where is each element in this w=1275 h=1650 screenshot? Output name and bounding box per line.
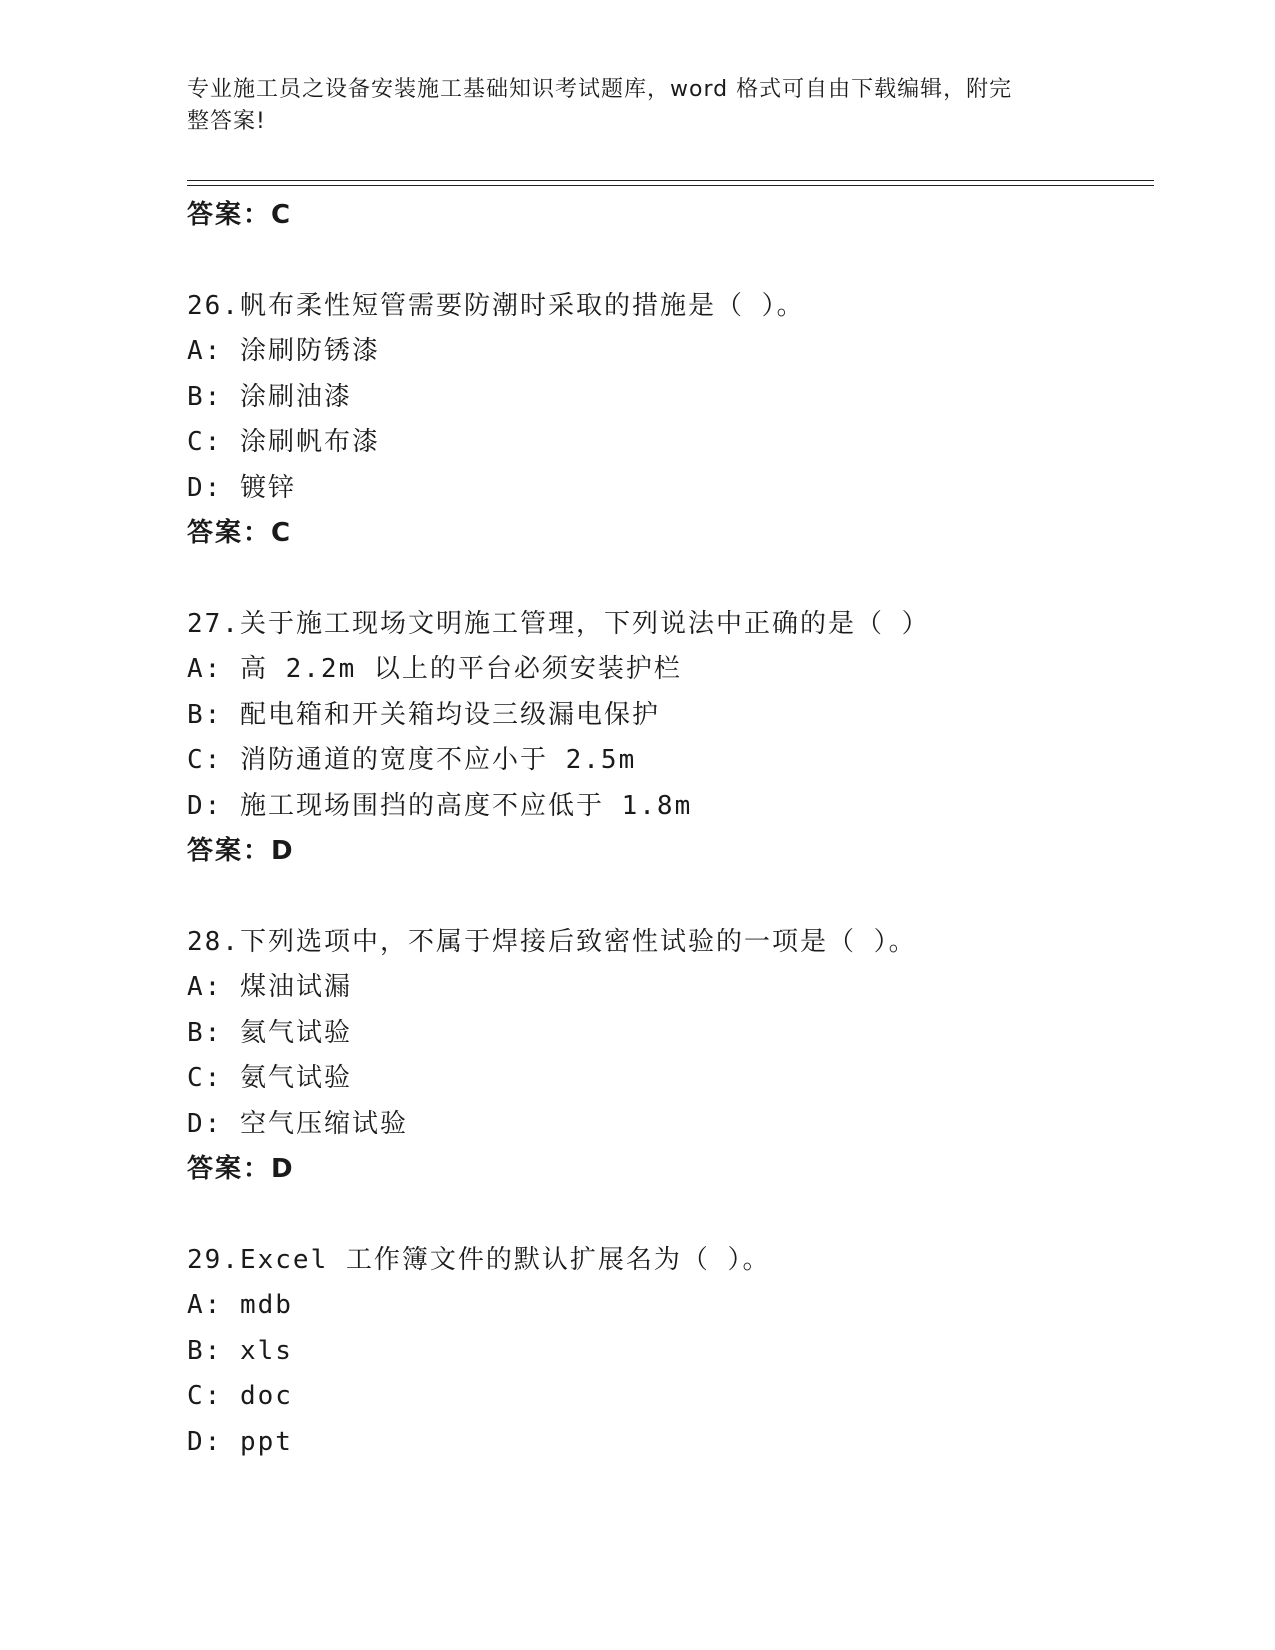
option-c: C: 氨气试验 xyxy=(187,1063,352,1093)
option-c: C: doc xyxy=(187,1381,293,1411)
question-stem: 29.Excel 工作簿文件的默认扩展名为（ ）。 xyxy=(187,1244,771,1275)
spacer xyxy=(187,557,1147,602)
option-a: A: 高 2.2m 以上的平台必须安装护栏 xyxy=(187,654,682,684)
question-26 xyxy=(187,284,1147,557)
option-b: B: xls xyxy=(187,1335,293,1366)
option-a: A: 煤油试漏 xyxy=(187,972,352,1002)
spacer xyxy=(187,1193,1147,1238)
document-header xyxy=(187,74,1067,138)
option-d: D: 镀锌 xyxy=(187,472,296,503)
question-stem: 27.关于施工现场文明施工管理，下列说法中正确的是（ ） xyxy=(187,608,930,639)
answer: 答案：D xyxy=(187,1154,295,1184)
option-b: B: 涂刷油漆 xyxy=(187,381,352,412)
option-b: B: 配电箱和开关箱均设三级漏电保护 xyxy=(187,699,660,730)
answer-25: 答案：C xyxy=(187,200,293,230)
question-list xyxy=(187,193,1147,1465)
option-d: D: 空气压缩试验 xyxy=(187,1108,408,1139)
question-29 xyxy=(187,1238,1147,1466)
spacer xyxy=(187,875,1147,920)
option-c: C: 涂刷帆布漆 xyxy=(187,427,380,457)
answer: 答案：D xyxy=(187,836,295,866)
header-line-2: 整答案! xyxy=(187,109,266,134)
question-stem: 28.下列选项中，不属于焊接后致密性试验的一项是（ ）。 xyxy=(187,926,917,957)
answer: 答案：C xyxy=(187,518,293,548)
option-a: A: mdb xyxy=(187,1290,293,1320)
question-stem: 26.帆布柔性短管需要防潮时采取的措施是（ ）。 xyxy=(187,290,805,321)
option-d: D: 施工现场围挡的高度不应低于 1.8m xyxy=(187,790,693,821)
header-line-1: 专业施工员之设备安装施工基础知识考试题库，word 格式可自由下载编辑，附完 xyxy=(187,77,1013,102)
question-27 xyxy=(187,602,1147,875)
option-a: A: 涂刷防锈漆 xyxy=(187,336,380,366)
option-b: B: 氦气试验 xyxy=(187,1017,352,1048)
question-28 xyxy=(187,920,1147,1193)
option-c: C: 消防通道的宽度不应小于 2.5m xyxy=(187,745,637,775)
option-d: D: ppt xyxy=(187,1426,293,1457)
header-divider-top xyxy=(187,180,1154,181)
spacer xyxy=(187,239,1147,284)
header-divider-bottom xyxy=(187,185,1154,186)
